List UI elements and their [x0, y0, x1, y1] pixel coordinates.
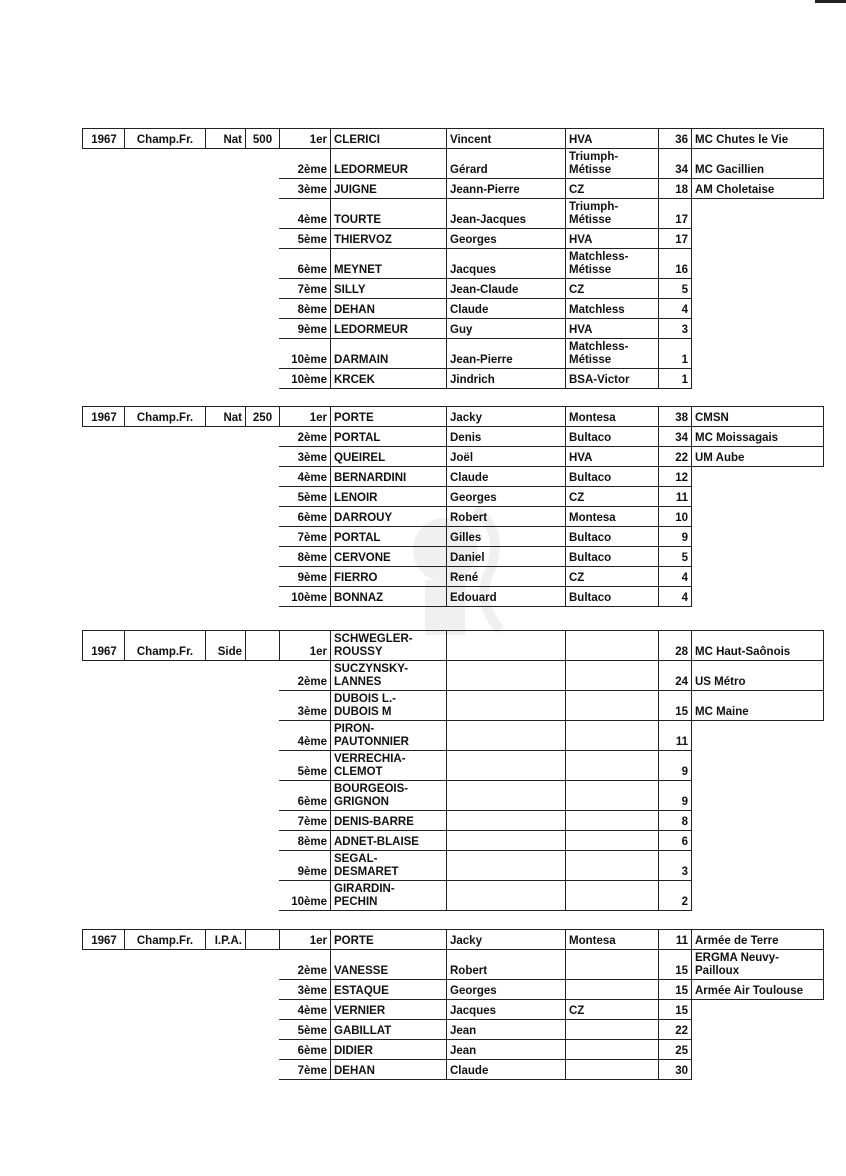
rider-name-cell: GABILLAT	[330, 1019, 447, 1040]
motorcycle-cell: Bultaco	[565, 586, 659, 607]
rider-name-cell: DEHAN	[330, 1059, 447, 1080]
rider-name-cell: VANESSE	[330, 949, 447, 980]
rider-name-cell: SILLY	[330, 278, 447, 299]
motorcycle-cell: CZ	[565, 178, 659, 199]
club-cell: ERGMA Neuvy- Pailloux	[691, 949, 824, 980]
motorcycle-cell: Triumph- Métisse	[565, 148, 659, 179]
place-cell: 10ème	[279, 338, 331, 369]
rider-name-cell: DIDIER	[330, 1039, 447, 1060]
place-cell: 10ème	[279, 880, 331, 911]
class-cell: 500	[245, 128, 280, 149]
place-cell: 8ème	[279, 298, 331, 319]
motorcycle-cell	[565, 630, 659, 661]
points-cell: 1	[658, 338, 692, 369]
first-name-cell	[446, 850, 566, 881]
rider-name-cell: SEGAL- DESMARET	[330, 850, 447, 881]
motorcycle-cell: Matchless- Métisse	[565, 248, 659, 279]
points-cell: 18	[658, 178, 692, 199]
place-cell: 3ème	[279, 446, 331, 467]
points-cell: 12	[658, 466, 692, 487]
points-cell: 11	[658, 720, 692, 751]
first-name-cell: Jacky	[446, 406, 566, 427]
category-cell: Nat	[205, 128, 246, 149]
first-name-cell	[446, 630, 566, 661]
rider-name-cell: PORTE	[330, 929, 447, 950]
first-name-cell: Jean-Claude	[446, 278, 566, 299]
first-name-cell: Daniel	[446, 546, 566, 567]
points-cell: 9	[658, 526, 692, 547]
place-cell: 9ème	[279, 318, 331, 339]
club-cell: MC Maine	[691, 690, 824, 721]
points-cell: 36	[658, 128, 692, 149]
first-name-cell: Jeann-Pierre	[446, 178, 566, 199]
category-cell: Nat	[205, 406, 246, 427]
motorcycle-cell	[565, 1019, 659, 1040]
rider-name-cell: VERNIER	[330, 999, 447, 1020]
rider-name-cell: PIRON- PAUTONNIER	[330, 720, 447, 751]
rider-name-cell: DENIS-BARRE	[330, 810, 447, 831]
rider-name-cell: QUEIREL	[330, 446, 447, 467]
first-name-cell: Jean	[446, 1039, 566, 1060]
motorcycle-cell: Montesa	[565, 406, 659, 427]
place-cell: 4ème	[279, 720, 331, 751]
first-name-cell: Claude	[446, 1059, 566, 1080]
first-name-cell: Jacques	[446, 248, 566, 279]
points-cell: 17	[658, 198, 692, 229]
rider-name-cell: PORTE	[330, 406, 447, 427]
first-name-cell: Robert	[446, 506, 566, 527]
points-cell: 11	[658, 486, 692, 507]
rider-name-cell: CLERICI	[330, 128, 447, 149]
place-cell: 6ème	[279, 506, 331, 527]
first-name-cell: Claude	[446, 298, 566, 319]
rider-name-cell: CERVONE	[330, 546, 447, 567]
category-cell: Side	[205, 630, 246, 661]
points-cell: 2	[658, 880, 692, 911]
rider-name-cell: PORTAL	[330, 426, 447, 447]
first-name-cell: Denis	[446, 426, 566, 447]
first-name-cell	[446, 830, 566, 851]
points-cell: 24	[658, 660, 692, 691]
points-cell: 15	[658, 690, 692, 721]
category-cell: I.P.A.	[205, 929, 246, 950]
motorcycle-cell: Matchless	[565, 298, 659, 319]
points-cell: 17	[658, 228, 692, 249]
first-name-cell: Jean-Jacques	[446, 198, 566, 229]
place-cell: 6ème	[279, 1039, 331, 1060]
motorcycle-cell	[565, 660, 659, 691]
place-cell: 2ème	[279, 426, 331, 447]
motorcycle-cell: HVA	[565, 128, 659, 149]
rider-name-cell: DARROUY	[330, 506, 447, 527]
motorcycle-cell	[565, 780, 659, 811]
rider-name-cell: GIRARDIN- PECHIN	[330, 880, 447, 911]
points-cell: 34	[658, 148, 692, 179]
place-cell: 3ème	[279, 178, 331, 199]
points-cell: 11	[658, 929, 692, 950]
rider-name-cell: LEDORMEUR	[330, 318, 447, 339]
place-cell: 1er	[279, 406, 331, 427]
first-name-cell: Jean-Pierre	[446, 338, 566, 369]
first-name-cell: Jacky	[446, 929, 566, 950]
points-cell: 30	[658, 1059, 692, 1080]
motorcycle-cell: BSA-Victor	[565, 368, 659, 389]
points-cell: 4	[658, 586, 692, 607]
year-cell: 1967	[82, 929, 125, 950]
points-cell: 15	[658, 979, 692, 1000]
points-cell: 25	[658, 1039, 692, 1060]
rider-name-cell: JUIGNE	[330, 178, 447, 199]
rider-name-cell: VERRECHIA- CLEMOT	[330, 750, 447, 781]
first-name-cell	[446, 660, 566, 691]
club-cell: AM Choletaise	[691, 178, 824, 199]
rider-name-cell: SCHWEGLER- ROUSSY	[330, 630, 447, 661]
first-name-cell: Edouard	[446, 586, 566, 607]
first-name-cell: Jacques	[446, 999, 566, 1020]
place-cell: 2ème	[279, 660, 331, 691]
first-name-cell: Gérard	[446, 148, 566, 179]
place-cell: 9ème	[279, 850, 331, 881]
motorcycle-cell: HVA	[565, 228, 659, 249]
points-cell: 6	[658, 830, 692, 851]
year-cell: 1967	[82, 406, 125, 427]
first-name-cell: Gilles	[446, 526, 566, 547]
place-cell: 1er	[279, 929, 331, 950]
event-cell: Champ.Fr.	[124, 406, 206, 427]
class-cell	[245, 929, 280, 950]
motorcycle-cell	[565, 1039, 659, 1060]
first-name-cell	[446, 880, 566, 911]
motorcycle-cell: HVA	[565, 318, 659, 339]
club-cell: Armée Air Toulouse	[691, 979, 824, 1000]
motorcycle-cell: HVA	[565, 446, 659, 467]
motorcycle-cell: Triumph- Métisse	[565, 198, 659, 229]
place-cell: 1er	[279, 128, 331, 149]
first-name-cell: Robert	[446, 949, 566, 980]
place-cell: 6ème	[279, 248, 331, 279]
place-cell: 10ème	[279, 586, 331, 607]
rider-name-cell: DEHAN	[330, 298, 447, 319]
rider-name-cell: BERNARDINI	[330, 466, 447, 487]
motorcycle-cell: CZ	[565, 566, 659, 587]
rider-name-cell: ADNET-BLAISE	[330, 830, 447, 851]
motorcycle-cell	[565, 750, 659, 781]
place-cell: 1er	[279, 630, 331, 661]
place-cell: 8ème	[279, 830, 331, 851]
motorcycle-cell	[565, 720, 659, 751]
first-name-cell: Georges	[446, 486, 566, 507]
motorcycle-cell: CZ	[565, 486, 659, 507]
place-cell: 5ème	[279, 750, 331, 781]
motorcycle-cell	[565, 850, 659, 881]
rider-name-cell: LENOIR	[330, 486, 447, 507]
place-cell: 6ème	[279, 780, 331, 811]
club-cell: US Métro	[691, 660, 824, 691]
points-cell: 4	[658, 298, 692, 319]
motorcycle-cell	[565, 949, 659, 980]
rider-name-cell: FIERRO	[330, 566, 447, 587]
event-cell: Champ.Fr.	[124, 128, 206, 149]
club-cell: MC Gacillien	[691, 148, 824, 179]
rider-name-cell: TOURTE	[330, 198, 447, 229]
year-cell: 1967	[82, 128, 125, 149]
points-cell: 38	[658, 406, 692, 427]
points-cell: 5	[658, 278, 692, 299]
points-cell: 3	[658, 850, 692, 881]
rider-name-cell: DUBOIS L.- DUBOIS M	[330, 690, 447, 721]
motorcycle-cell: Bultaco	[565, 426, 659, 447]
first-name-cell	[446, 810, 566, 831]
first-name-cell	[446, 780, 566, 811]
rider-name-cell: MEYNET	[330, 248, 447, 279]
points-cell: 15	[658, 949, 692, 980]
first-name-cell: Claude	[446, 466, 566, 487]
points-cell: 8	[658, 810, 692, 831]
class-cell	[245, 630, 280, 661]
place-cell: 4ème	[279, 198, 331, 229]
first-name-cell: Georges	[446, 228, 566, 249]
points-cell: 9	[658, 780, 692, 811]
place-cell: 7ème	[279, 1059, 331, 1080]
first-name-cell: Georges	[446, 979, 566, 1000]
rider-name-cell: ESTAQUE	[330, 979, 447, 1000]
place-cell: 4ème	[279, 999, 331, 1020]
club-cell: MC Moissagais	[691, 426, 824, 447]
motorcycle-cell	[565, 880, 659, 911]
place-cell: 2ème	[279, 148, 331, 179]
motorcycle-cell: Bultaco	[565, 546, 659, 567]
place-cell: 2ème	[279, 949, 331, 980]
rider-name-cell: BONNAZ	[330, 586, 447, 607]
motorcycle-cell	[565, 1059, 659, 1080]
points-cell: 22	[658, 446, 692, 467]
rider-name-cell: SUCZYNSKY- LANNES	[330, 660, 447, 691]
place-cell: 9ème	[279, 566, 331, 587]
motorcycle-cell: Bultaco	[565, 526, 659, 547]
first-name-cell: Jean	[446, 1019, 566, 1040]
club-cell: UM Aube	[691, 446, 824, 467]
rider-name-cell: PORTAL	[330, 526, 447, 547]
rider-name-cell: DARMAIN	[330, 338, 447, 369]
motorcycle-cell: Montesa	[565, 506, 659, 527]
motorcycle-cell	[565, 979, 659, 1000]
points-cell: 4	[658, 566, 692, 587]
motorcycle-cell	[565, 690, 659, 721]
place-cell: 5ème	[279, 486, 331, 507]
first-name-cell: Vincent	[446, 128, 566, 149]
first-name-cell: Joël	[446, 446, 566, 467]
points-cell: 28	[658, 630, 692, 661]
club-cell: CMSN	[691, 406, 824, 427]
first-name-cell	[446, 750, 566, 781]
first-name-cell: René	[446, 566, 566, 587]
motorcycle-cell: Montesa	[565, 929, 659, 950]
motorcycle-cell: Bultaco	[565, 466, 659, 487]
rider-name-cell: KRCEK	[330, 368, 447, 389]
place-cell: 3ème	[279, 979, 331, 1000]
motorcycle-cell	[565, 810, 659, 831]
place-cell: 5ème	[279, 1019, 331, 1040]
first-name-cell	[446, 720, 566, 751]
club-cell: MC Haut-Saônois	[691, 630, 824, 661]
event-cell: Champ.Fr.	[124, 929, 206, 950]
club-cell: Armée de Terre	[691, 929, 824, 950]
club-cell: MC Chutes le Vie	[691, 128, 824, 149]
points-cell: 9	[658, 750, 692, 781]
place-cell: 10ème	[279, 368, 331, 389]
points-cell: 5	[658, 546, 692, 567]
points-cell: 1	[658, 368, 692, 389]
place-cell: 4ème	[279, 466, 331, 487]
place-cell: 3ème	[279, 690, 331, 721]
place-cell: 5ème	[279, 228, 331, 249]
first-name-cell	[446, 690, 566, 721]
points-cell: 22	[658, 1019, 692, 1040]
motorcycle-cell: CZ	[565, 999, 659, 1020]
event-cell: Champ.Fr.	[124, 630, 206, 661]
points-cell: 3	[658, 318, 692, 339]
points-cell: 15	[658, 999, 692, 1020]
rider-name-cell: BOURGEOIS- GRIGNON	[330, 780, 447, 811]
place-cell: 8ème	[279, 546, 331, 567]
points-cell: 16	[658, 248, 692, 279]
points-cell: 34	[658, 426, 692, 447]
first-name-cell: Guy	[446, 318, 566, 339]
place-cell: 7ème	[279, 810, 331, 831]
motorcycle-cell: Matchless- Métisse	[565, 338, 659, 369]
motorcycle-cell	[565, 830, 659, 851]
class-cell: 250	[245, 406, 280, 427]
motorcycle-cell: CZ	[565, 278, 659, 299]
rider-name-cell: THIERVOZ	[330, 228, 447, 249]
first-name-cell: Jindrich	[446, 368, 566, 389]
rider-name-cell: LEDORMEUR	[330, 148, 447, 179]
place-cell: 7ème	[279, 278, 331, 299]
points-cell: 10	[658, 506, 692, 527]
year-cell: 1967	[82, 630, 125, 661]
page-edge-mark	[815, 0, 846, 3]
place-cell: 7ème	[279, 526, 331, 547]
